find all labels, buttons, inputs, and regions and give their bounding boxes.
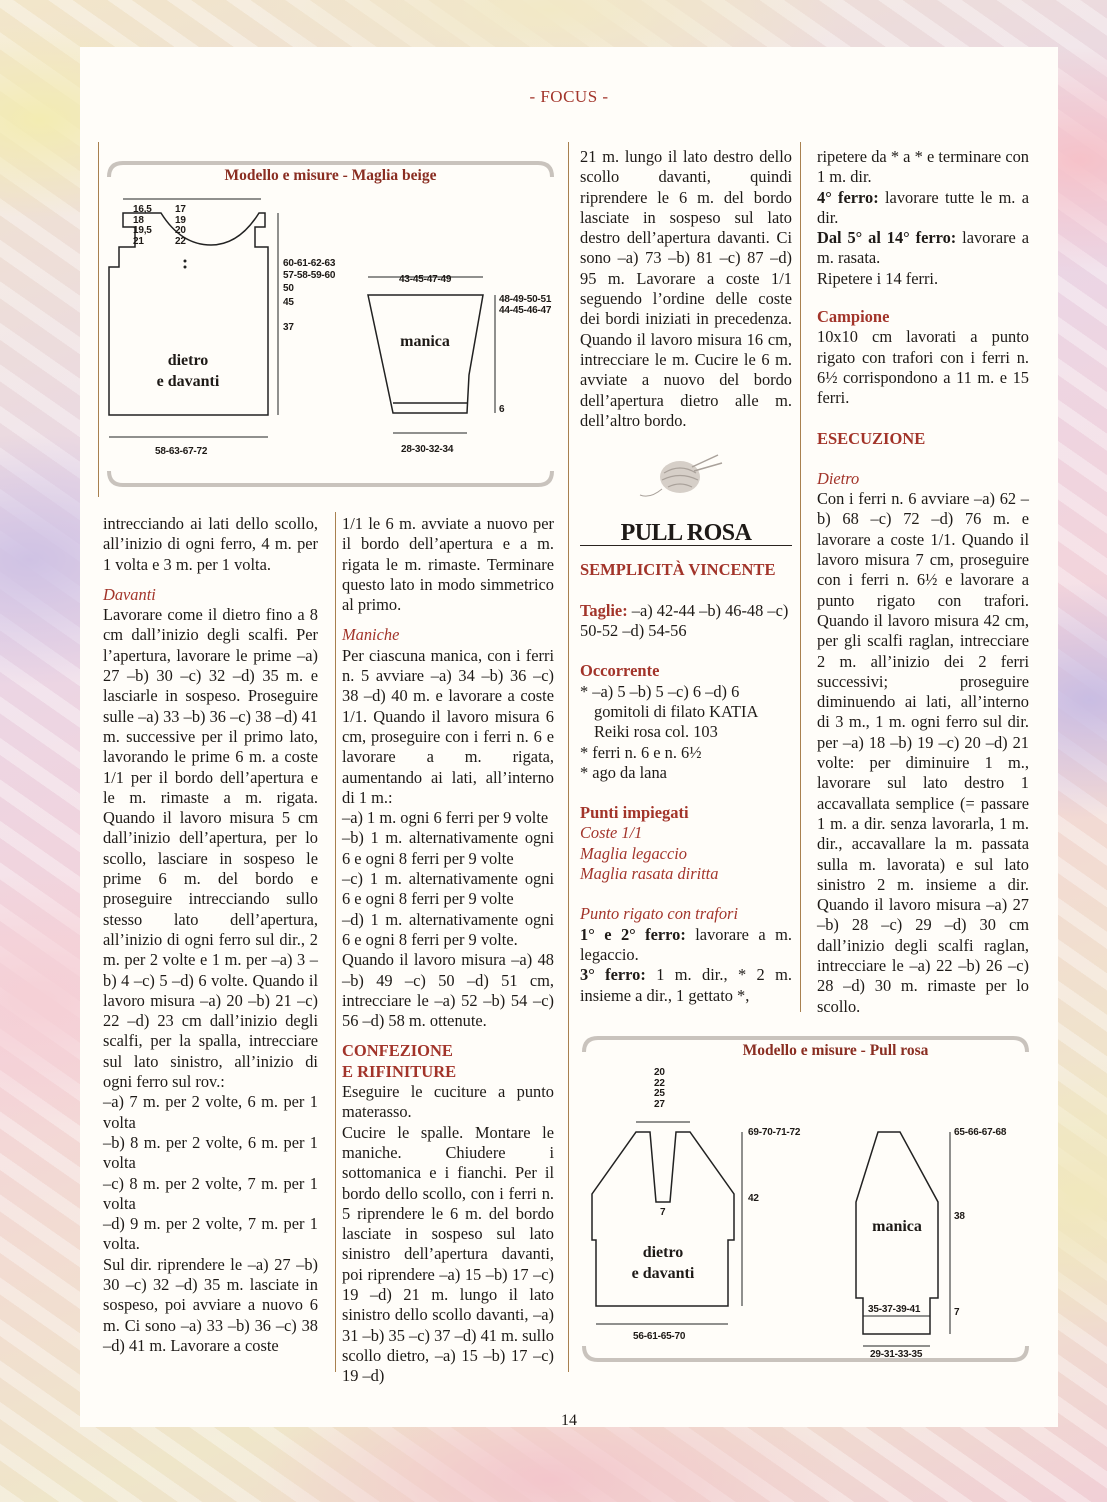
- magazine-page: [80, 47, 1058, 1427]
- beige-sleeve-outline: [368, 295, 483, 413]
- beige-bottom-width: 58-63-67-72: [155, 446, 208, 457]
- beige-sleeve-bottom: 28-30-32-34: [401, 444, 454, 455]
- page-number: 14: [561, 1412, 577, 1429]
- confezione-2: Cucire le spalle. Montare le maniche. Chiudere i sottomanica e i fianchi. Per il bordo dello scollo, con i ferri n. 5 riprendere le 6 m. del bordo lasciate in sospeso sul lato sinistro dell’apertura davanti, poi riprendere –a) 15 –b) 17 –c) 19 –d) 21 m. lungo il lato sinistro dello scollo davanti, –a) 31 –b) 35 –c) 37 –d) 41 m. sullo scollo dietro, –a) 15 –b) 17 –c) 19 –d): [342, 1122, 554, 1386]
- taglie: Taglie: –a) 42-44 –b) 46-48 –c) 50-52 –d) 54-56: [580, 600, 789, 641]
- esecuzione-heading: ESECUZIONE: [817, 428, 926, 448]
- rosa-sleeve-height: 65-66-67-68: [954, 1127, 1007, 1138]
- davanti-line-c: –c) 8 m. per 2 volte, 7 m. per 1 volta: [103, 1173, 318, 1213]
- column-2: [342, 514, 554, 1386]
- confezione-heading: CONFEZIONE E RIFINITURE: [342, 1041, 457, 1081]
- column-rule: [335, 512, 336, 1372]
- punti-heading: Punti impiegati: [580, 803, 689, 823]
- rosa-sleeve-bottom: 29-31-33-35: [870, 1349, 923, 1360]
- maniche-line-a: –a) 1 m. ogni 6 ferri per 9 volte: [342, 808, 549, 828]
- dietro-heading: Dietro: [817, 468, 860, 488]
- rosa-m42: 42: [748, 1193, 759, 1204]
- beige-sleeve-cuff: 6: [499, 404, 505, 415]
- col4-intro: ripetere da * a * e terminare con 1 m. dir.: [817, 147, 1029, 187]
- davanti-body: Lavorare come il dietro fino a 8 cm dall’inizio degli scalfi. Per l’apertura, lavorare le prime –a) 27 –b) 30 –c) 32 –d) 35 m. e lasciarle in sospeso. Proseguire sulle –a) 33 –b) 36 –c) 38 –d) 41 m. successive per il primo lato, lavorando le prime 6 m. a coste 1/1 per il bordo dell’apertura e le m. rimaste a m. rigata. Quando il lavoro misura 5 cm dall’inizio dell’apertura, per lo scollo, lasciare in sospeso le prime 6 m. del bordo e proseguire intrecciando sullo stesso lato dell’apertura, all’inizio di ogni ferro sul dir., 2 m. per 2 volte e 1 m. per –a) 3 –b) 4 –c) 5 –d) 6 volte. Quando il lavoro misura –a) 20 –b) 21 –c) 22 –d) 23 cm dall’inizio degli scalfi, per la spalla, intrecciare sul lato sinistro, all’inizio di ogni ferro sul rov.:: [103, 605, 318, 1092]
- col3-intro: 21 m. lungo il lato destro dello scollo davanti, quindi riprendere le 6 m. del bordo lasciate in sospeso sul lato destro dell’apertura davanti. Ci sono –a) 73 –b) 81 –c) 87 –d) 95 m. Lavorare a coste 1/1 seguendo l’ordine delle coste dei bordi iniziati in precedenza. Quando il lavoro misura 16 cm, intrecciare le m. Cucire le 6 m. avviate a nuovo del bordo dell’apertura dietro alle m. dell’altro bordo.: [580, 147, 792, 430]
- col2-intro: 1/1 le 6 m. avviate a nuovo per il bordo dell’apertura e a m. rigata le m. rimaste. Terminare questo lato in modo simmetrico al primo.: [342, 514, 554, 615]
- rosa-m7-cuff: 7: [954, 1307, 960, 1318]
- column-3: [580, 147, 792, 1006]
- maniche-line-d: –d) 1 m. alternativamente ogni 6 e ogni 8 ferri per 9 volte.: [342, 909, 554, 949]
- punto-3: Maglia rasata diritta: [580, 864, 719, 884]
- rosa-diagram-frame: [578, 1032, 1033, 1372]
- campione-heading: Campione: [817, 307, 890, 327]
- maniche-line-c: –c) 1 m. alternativamente ogni 6 e ogni 8 ferri per 9 volte: [342, 869, 554, 909]
- beige-neck-a: 16,5 18 19,5 21: [133, 204, 152, 247]
- beige-sleeve-h1: 48-49-50-51: [499, 294, 552, 305]
- ferro-5-14: Dal 5° al 14° ferro: lavorare a m. rasata.: [817, 228, 1029, 268]
- confezione-1: Eseguire le cuciture a punto materasso.: [342, 1082, 554, 1122]
- davanti-line-d: –d) 9 m. per 2 volte, 7 m. per 1 volta.: [103, 1214, 318, 1254]
- davanti-heading: Davanti: [103, 584, 156, 604]
- beige-height-total: 60-61-62-63: [283, 258, 336, 269]
- maniche-line-b: –b) 1 m. alternativamente ogni 6 e ogni 8 ferri per 9 volte: [342, 828, 554, 868]
- beige-sleeve-label: manica: [400, 333, 450, 350]
- punto-1: Coste 1/1: [580, 823, 643, 843]
- maniche-tail: Quando il lavoro misura –a) 48 –b) 49 –c) 50 –d) 51 cm, intrecciare le –a) 52 –b) 54 –c) 56 –d) 58 m. ottenute.: [342, 950, 554, 1031]
- occorrente-heading: Occorrente: [580, 661, 660, 681]
- rosa-height: 69-70-71-72: [748, 1127, 801, 1138]
- rosa-diagram-box: [578, 1032, 1033, 1372]
- maniche-body: Per ciascuna manica, con i ferri n. 5 avviare –a) 34 –b) 36 –c) 38 –d) 40 m. e lavorare a coste 1/1. Quando il lavoro misura 6 cm, proseguire con i ferri n. 6 e lavorare a m. rigata, aumentando ai lati, all’interno di 1 m.:: [342, 645, 554, 807]
- beige-diagram-title: Modello e misure - Maglia beige: [224, 167, 437, 184]
- ferro-3: 3° ferro: 1 m. dir., * 2 m. insieme a dir., 1 gettato *,: [580, 965, 792, 1005]
- rosa-sleeve-label: manica: [872, 1218, 922, 1235]
- occorrente-item-1: * –a) 5 –b) 5 –c) 6 –d) 6 gomitoli di filato KATIA Reiki rosa col. 103: [580, 681, 758, 742]
- ferro-4: 4° ferro: lavorare tutte le m. a dir.: [817, 187, 1029, 227]
- occorrente-item-2: * ferri n. 6 e n. 6½: [580, 742, 702, 762]
- repeat: Ripetere i 14 ferri.: [817, 268, 939, 288]
- beige-m37: 37: [283, 322, 294, 333]
- rosa-body-label: dietro e davanti: [631, 1244, 695, 1282]
- beige-m45: 45: [283, 297, 294, 308]
- occorrente-item-3: * ago da lana: [580, 762, 667, 782]
- davanti-tail: Sul dir. riprendere le –a) 27 –b) 30 –c) 32 –d) 35 m. lasciate in sospeso, poi avviare a nuovo 6 m. Ci sono –a) 33 –b) 36 –c) 38 –d) 41 m. Lavorare a coste: [103, 1254, 318, 1355]
- davanti-line-a: –a) 7 m. per 2 volte, 6 m. per 1 volta: [103, 1092, 318, 1132]
- ferro-1-2: 1° e 2° ferro: lavorare a m. legaccio.: [580, 924, 792, 964]
- rosa-m38: 38: [954, 1211, 965, 1222]
- rosa-m7-neck: 7: [660, 1207, 666, 1218]
- rosa-diagram-title: Modello e misure - Pull rosa: [742, 1042, 929, 1059]
- beige-sleeve-h2: 44-45-46-47: [499, 305, 552, 316]
- rigato-heading: Punto rigato con trafori: [580, 904, 738, 924]
- beige-m50: 50: [283, 283, 294, 294]
- beige-sleeve-top: 43-45-47-49: [399, 274, 452, 285]
- column-4: [817, 147, 1029, 1017]
- beige-height-armhole: 57-58-59-60: [283, 270, 336, 281]
- beige-neck-b: 17 19 20 22: [175, 204, 186, 247]
- campione-body: 10x10 cm lavorati a punto rigato con trafori con i ferri n. 6½ corrispondono a 11 m. e 15 ferri.: [817, 327, 1029, 408]
- punto-2: Maglia legaccio: [580, 843, 687, 863]
- column-1: [103, 514, 318, 1356]
- pull-subtitle: SEMPLICITÀ VINCENTE: [580, 560, 776, 580]
- beige-diagram-frame: [103, 155, 558, 495]
- maniche-heading: Maniche: [342, 625, 400, 645]
- column-rule: [568, 142, 569, 1372]
- col1-intro: intrecciando ai lati dello scollo, all’inizio di ogni ferro, 4 m. per 1 volta e 3 m. per 1 volta.: [103, 514, 318, 574]
- rosa-neck: 20 22 25 27: [654, 1067, 665, 1110]
- yarn-ball-icon: [580, 445, 792, 505]
- column-rule: [98, 142, 99, 497]
- beige-diagram-box: [103, 155, 558, 495]
- dietro-body: Con i ferri n. 6 avviare –a) 62 –b) 68 –c) 72 –d) 76 m. e lavorare a coste 1/1. Quando il lavoro misura 7 cm, proseguire con i ferri n. 6½ e lavorare a punto rigato con trafori. Quando il lavoro misura 42 cm, per gli scalfi raglan, intrecciare 2 m. all’inizio dei 2 ferri successivi; proseguire diminuendo ai lati, all’interno di 3 m., 1 m. ogni ferro sul dir. per –a) 18 –b) 19 –c) 20 –d) 21 volte: per diminuire 1 m., lavorare sul lato destro 1 accavallata semplice (= passare 1 m. a dir. senza lavorarla, 1 m. dir., accavallare la m. passata sulla m. lavorata) e sul lato sinistro 2 m. insieme a dir. Quando il lavoro misura –a) 27 –b) 28 –c) 29 –d) 30 cm dall’inizio degli scalfi raglan, intrecciare le –a) 22 –b) 26 –c) 28 –d) 30 m. rimaste per lo scollo.: [817, 489, 1029, 1016]
- column-rule: [800, 142, 801, 1012]
- beige-body-label: dietro e davanti: [156, 352, 220, 390]
- rosa-sleeve-mid: 35-37-39-41: [868, 1304, 921, 1315]
- section-header: - FOCUS -: [529, 87, 609, 106]
- davanti-line-b: –b) 8 m. per 2 volte, 6 m. per 1 volta: [103, 1132, 318, 1173]
- rosa-bottom-width: 56-61-65-70: [633, 1331, 686, 1342]
- pull-rosa-title: PULL ROSA: [580, 523, 792, 546]
